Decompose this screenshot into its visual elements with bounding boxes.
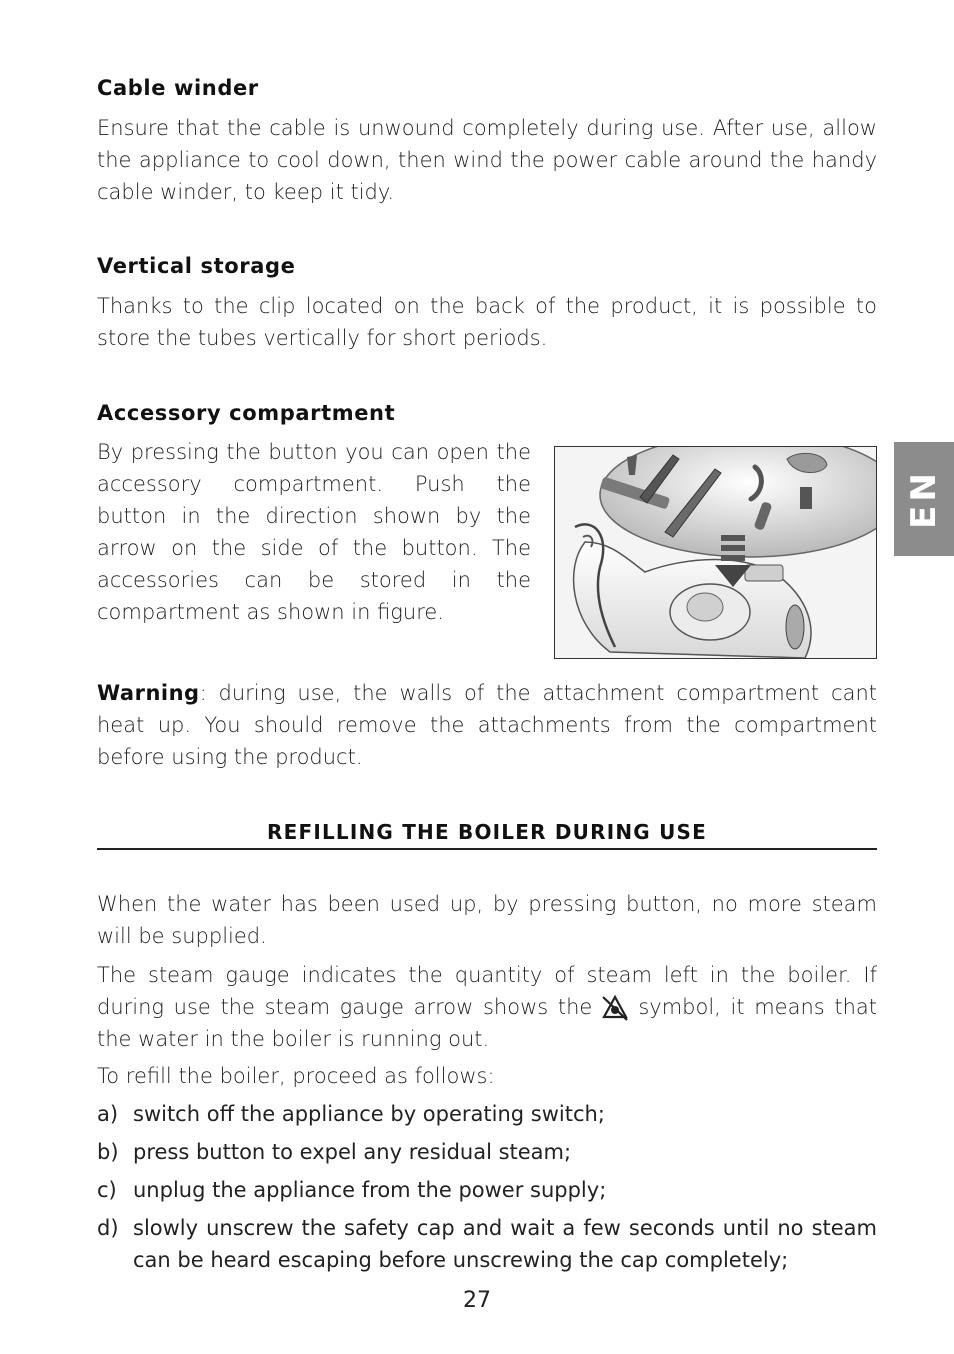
list-item bbox=[97, 1174, 877, 1206]
refill-intro bbox=[97, 888, 877, 952]
list-item-marker: c) bbox=[97, 1178, 117, 1202]
refill-steps-list bbox=[97, 1098, 877, 1276]
vertical-storage-text: Thanks to the clip located on the back of the product, it is possible to store the tubes vertically for short periods. bbox=[97, 294, 877, 350]
list-item bbox=[97, 1136, 877, 1168]
low-water-icon bbox=[600, 994, 630, 1022]
language-tab-label: EN bbox=[904, 469, 944, 529]
warning-label: Warning bbox=[97, 681, 200, 705]
page-number: 27 bbox=[463, 1288, 491, 1313]
refill-procedure-intro bbox=[97, 1060, 877, 1092]
list-item-marker: a) bbox=[97, 1102, 119, 1126]
vacuum-accessories-illustration bbox=[555, 447, 876, 658]
section-vertical-storage bbox=[97, 254, 877, 354]
accessory-compartment-text: By pressing the button you can open the accessory compartment. Push the button in the direction shown by the arrow on the side of the button. The accessories can be stored in the compartment as shown in figure. bbox=[97, 440, 531, 624]
list-item bbox=[97, 1212, 877, 1276]
list-item bbox=[97, 1098, 877, 1130]
warning-text: : during use, the walls of the attachment compartment cant heat up. You should remove the attachments from the compartment before using the product. bbox=[97, 681, 877, 769]
refill-paragraph-2-before: The steam gauge indicates the quantity of steam left in the boiler. If during use the steam gauge arrow shows the bbox=[97, 963, 877, 1019]
vertical-storage-heading: Vertical storage bbox=[97, 254, 296, 278]
list-item-marker: d) bbox=[97, 1216, 119, 1240]
section-warning bbox=[97, 677, 877, 773]
cable-winder-text: Ensure that the cable is unwound completely during use. After use, allow the appliance to cool down, then wind the power cable around the handy cable winder, to keep it tidy. bbox=[97, 116, 877, 204]
list-item-marker: b) bbox=[97, 1140, 119, 1164]
refill-paragraph-2 bbox=[97, 959, 877, 1055]
accessory-compartment-heading: Accessory compartment bbox=[97, 401, 396, 425]
language-tab bbox=[894, 442, 954, 556]
accessory-compartment-figure bbox=[554, 446, 877, 659]
refill-gauge bbox=[97, 959, 877, 1055]
list-item-text: press button to expel any residual steam; bbox=[133, 1140, 572, 1164]
list-item-text: switch off the appliance by operating switch; bbox=[133, 1102, 605, 1126]
list-item-text: unplug the appliance from the power supply; bbox=[133, 1178, 607, 1202]
section-cable-winder bbox=[97, 76, 877, 208]
list-item-text: slowly unscrew the safety cap and wait a few seconds until no steam can be heard escaping before unscrewing the cap completely; bbox=[133, 1216, 877, 1272]
refill-paragraph-2-after: symbol, it means that the water in the boiler is running out. bbox=[97, 995, 878, 1051]
refill-paragraph-3: To refill the boiler, proceed as follows: bbox=[97, 1064, 495, 1088]
section-accessory-compartment bbox=[97, 401, 877, 425]
warning-paragraph bbox=[97, 677, 877, 773]
cable-winder-heading: Cable winder bbox=[97, 76, 259, 100]
refill-paragraph-1: When the water has been used up, by pressing button, no more steam will be supplied. bbox=[97, 892, 877, 948]
refill-section-title: REFILLING THE BOILER DURING USE bbox=[97, 820, 877, 850]
